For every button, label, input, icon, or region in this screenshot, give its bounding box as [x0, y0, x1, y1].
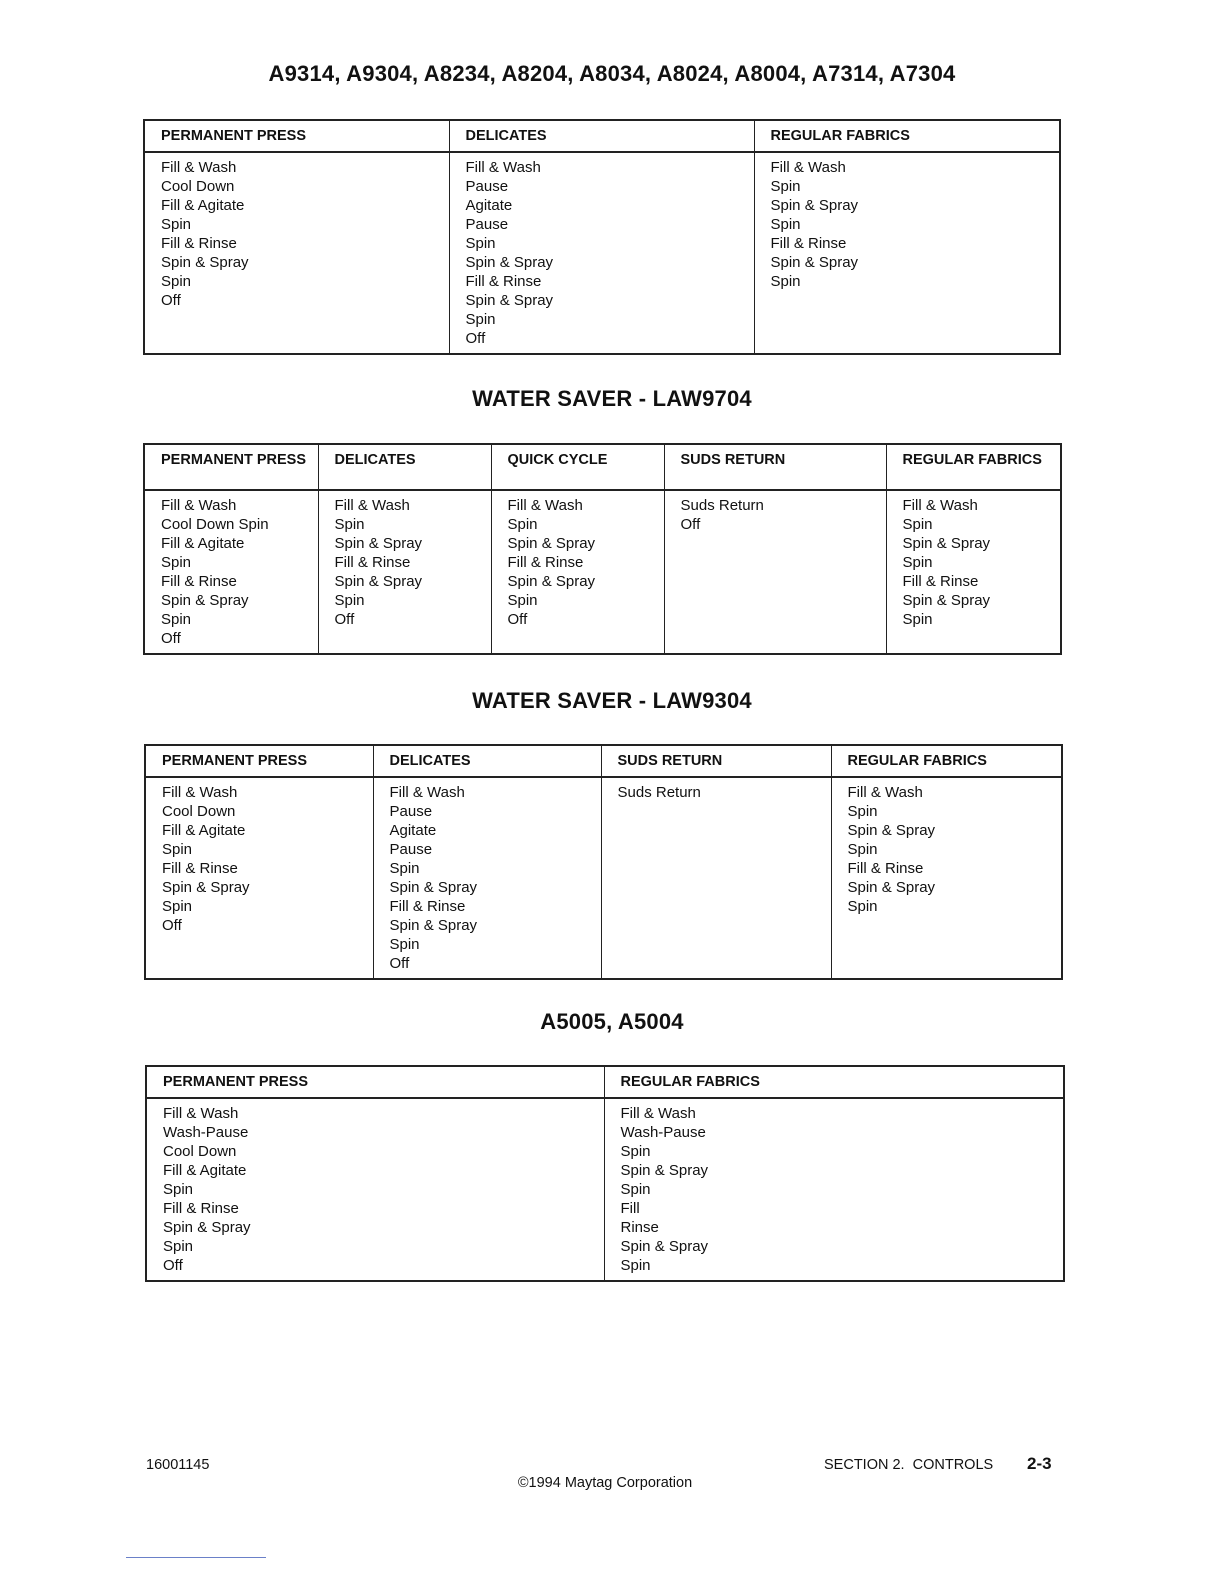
- cycle-step: Spin & Spray: [620, 1238, 709, 1255]
- cycle-step: Spin: [847, 803, 878, 820]
- cycle-step: Off: [507, 611, 528, 628]
- section-label: SECTION 2. CONTROLS: [824, 1457, 994, 1473]
- cycle-step: Fill & Rinse: [389, 898, 466, 915]
- cycle-step: Fill & Wash: [163, 1105, 239, 1122]
- cycle-step: Fill & Rinse: [507, 554, 584, 571]
- cycle-step: Fill & Rinse: [162, 860, 238, 877]
- cycle-step: Fill & Wash: [465, 159, 541, 176]
- step-list: [146, 1098, 604, 1281]
- cycle-step: Spin & Spray: [161, 592, 249, 609]
- cycle-step: Spin & Spray: [389, 879, 478, 896]
- cycle-step: Fill & Agitate: [161, 535, 245, 552]
- cycle-step: Spin: [161, 273, 192, 290]
- cycle-step: Spin & Spray: [902, 592, 991, 609]
- cycle-step: Off: [465, 330, 486, 347]
- cycle-step: Agitate: [465, 197, 513, 214]
- cycle-step: Fill & Agitate: [162, 822, 246, 839]
- cycle-step: Spin: [465, 311, 496, 328]
- cycle-step: Agitate: [389, 822, 437, 839]
- cycle-step: Spin & Spray: [507, 535, 596, 552]
- cycle-step: Pause: [389, 803, 433, 820]
- cycle-step: Spin & Spray: [465, 254, 554, 271]
- cycle-step: Fill & Wash: [902, 497, 978, 514]
- cycle-step: Wash-Pause: [163, 1124, 249, 1141]
- cycle-step: Spin & Spray: [162, 879, 250, 896]
- cycle-table: [144, 744, 1063, 980]
- cycle-step: Fill & Rinse: [902, 573, 979, 590]
- cycle-step: Spin: [465, 235, 496, 252]
- cycle-step: Spin: [902, 611, 933, 628]
- column-header: REGULAR FABRICS: [831, 745, 1062, 777]
- column-header: PERMANENT PRESS: [146, 1066, 604, 1098]
- column-header: QUICK CYCLE: [491, 444, 664, 490]
- step-list: [373, 777, 601, 979]
- cycle-step: Off: [163, 1257, 183, 1274]
- cycle-step: Cool Down: [162, 803, 236, 820]
- step-list: [145, 777, 373, 979]
- cycle-step: Spin: [507, 592, 538, 609]
- cycle-step: Spin: [389, 936, 420, 953]
- section-title: WATER SAVER - LAW9304: [472, 688, 752, 713]
- document-number: 16001145: [146, 1457, 210, 1473]
- cycle-step: Rinse: [620, 1219, 659, 1236]
- cycle-step: Spin & Spray: [902, 535, 991, 552]
- step-list: [601, 777, 831, 979]
- cycle-step: Off: [162, 917, 182, 934]
- cycle-step: Cool Down Spin: [161, 516, 269, 533]
- column-header: DELICATES: [318, 444, 491, 490]
- cycle-step: Fill & Agitate: [163, 1162, 247, 1179]
- step-list: [831, 777, 1062, 979]
- cycle-step: Fill & Rinse: [334, 554, 411, 571]
- step-list: [144, 490, 318, 654]
- copyright: ©1994 Maytag Corporation: [517, 1475, 693, 1491]
- cycle-step: Fill & Wash: [162, 784, 238, 801]
- cycle-step: Fill: [620, 1200, 640, 1217]
- cycle-step: Fill & Wash: [770, 159, 846, 176]
- cycle-step: Off: [334, 611, 355, 628]
- cycle-step: Cool Down: [163, 1143, 237, 1160]
- cycle-step: Spin: [161, 611, 192, 628]
- step-list: [604, 1098, 1064, 1281]
- cycle-step: Fill & Rinse: [163, 1200, 239, 1217]
- section-title: A5005, A5004: [540, 1009, 684, 1034]
- cycle-step: Fill & Wash: [620, 1105, 696, 1122]
- cycle-step: Spin: [161, 554, 192, 571]
- cycle-step: Spin & Spray: [770, 254, 859, 271]
- cycle-step: Suds Return: [680, 497, 764, 514]
- cycle-step: Spin: [162, 841, 193, 858]
- cycle-step: Off: [389, 955, 410, 972]
- column-header: PERMANENT PRESS: [145, 745, 373, 777]
- cycle-step: Spin: [507, 516, 538, 533]
- cycle-step: Spin & Spray: [163, 1219, 251, 1236]
- cycle-step: Fill & Rinse: [847, 860, 924, 877]
- cycle-step: Pause: [389, 841, 433, 858]
- cycle-step: Fill & Wash: [847, 784, 923, 801]
- cycle-step: Spin: [162, 898, 193, 915]
- cycle-step: Suds Return: [617, 784, 701, 801]
- column-header: PERMANENT PRESS: [144, 444, 318, 490]
- cycle-step: Spin: [163, 1181, 194, 1198]
- cycle-step: Fill & Rinse: [770, 235, 847, 252]
- cycle-step: Spin: [847, 898, 878, 915]
- cycle-step: Fill & Wash: [161, 497, 237, 514]
- cycle-step: Off: [161, 292, 181, 309]
- cycle-step: Off: [680, 516, 701, 533]
- column-header: PERMANENT PRESS: [144, 120, 449, 152]
- column-header: REGULAR FABRICS: [754, 120, 1060, 152]
- cycle-step: Spin & Spray: [334, 573, 423, 590]
- section-title: WATER SAVER - LAW9704: [472, 386, 752, 411]
- cycle-step: Spin & Spray: [847, 822, 936, 839]
- cycle-step: Spin & Spray: [389, 917, 478, 934]
- cycle-step: Spin: [770, 273, 801, 290]
- column-header: DELICATES: [449, 120, 754, 152]
- cycle-step: Spin: [389, 860, 420, 877]
- section-title: A9314, A9304, A8234, A8204, A8034, A8024, A8004, A7314, A7304: [268, 61, 956, 86]
- step-list: [144, 152, 449, 354]
- cycle-step: Fill & Rinse: [465, 273, 542, 290]
- cycle-step: Spin & Spray: [507, 573, 596, 590]
- cycle-table: [143, 443, 1062, 655]
- cycle-step: Spin: [620, 1143, 651, 1160]
- cycle-step: Spin & Spray: [770, 197, 859, 214]
- cycle-step: Fill & Wash: [389, 784, 465, 801]
- cycle-step: Spin: [902, 554, 933, 571]
- cycle-step: Spin: [334, 516, 365, 533]
- page-number: 2-3: [1027, 1454, 1052, 1473]
- cycle-step: Spin: [770, 178, 801, 195]
- cycle-step: Fill & Wash: [334, 497, 410, 514]
- column-header: REGULAR FABRICS: [604, 1066, 1064, 1098]
- cycle-step: Spin & Spray: [161, 254, 249, 271]
- cycle-step: Fill & Agitate: [161, 197, 245, 214]
- cycle-step: Off: [161, 630, 181, 647]
- step-list: [664, 490, 886, 654]
- footer-rule: [126, 1557, 266, 1558]
- cycle-step: Wash-Pause: [620, 1124, 706, 1141]
- cycle-step: Spin: [620, 1181, 651, 1198]
- column-header: REGULAR FABRICS: [886, 444, 1061, 490]
- cycle-table: [145, 1065, 1065, 1282]
- cycle-step: Spin & Spray: [334, 535, 423, 552]
- cycle-step: Spin & Spray: [847, 879, 936, 896]
- column-header: DELICATES: [373, 745, 601, 777]
- step-list: [318, 490, 491, 654]
- cycle-step: Spin & Spray: [620, 1162, 709, 1179]
- cycle-step: Spin: [770, 216, 801, 233]
- step-list: [491, 490, 664, 654]
- cycle-step: Spin & Spray: [465, 292, 554, 309]
- cycle-step: Spin: [334, 592, 365, 609]
- cycle-step: Pause: [465, 216, 509, 233]
- step-list: [886, 490, 1061, 654]
- cycle-step: Fill & Wash: [507, 497, 583, 514]
- cycle-table: [143, 119, 1061, 355]
- step-list: [449, 152, 754, 354]
- cycle-step: Fill & Rinse: [161, 235, 237, 252]
- step-list: [754, 152, 1060, 354]
- cycle-step: Spin: [902, 516, 933, 533]
- cycle-step: Spin: [620, 1257, 651, 1274]
- cycle-step: Spin: [161, 216, 192, 233]
- cycle-step: Spin: [847, 841, 878, 858]
- column-header: SUDS RETURN: [601, 745, 831, 777]
- cycle-step: Spin: [163, 1238, 194, 1255]
- cycle-step: Fill & Rinse: [161, 573, 237, 590]
- cycle-step: Fill & Wash: [161, 159, 237, 176]
- cycle-step: Cool Down: [161, 178, 235, 195]
- cycle-step: Pause: [465, 178, 509, 195]
- column-header: SUDS RETURN: [664, 444, 886, 490]
